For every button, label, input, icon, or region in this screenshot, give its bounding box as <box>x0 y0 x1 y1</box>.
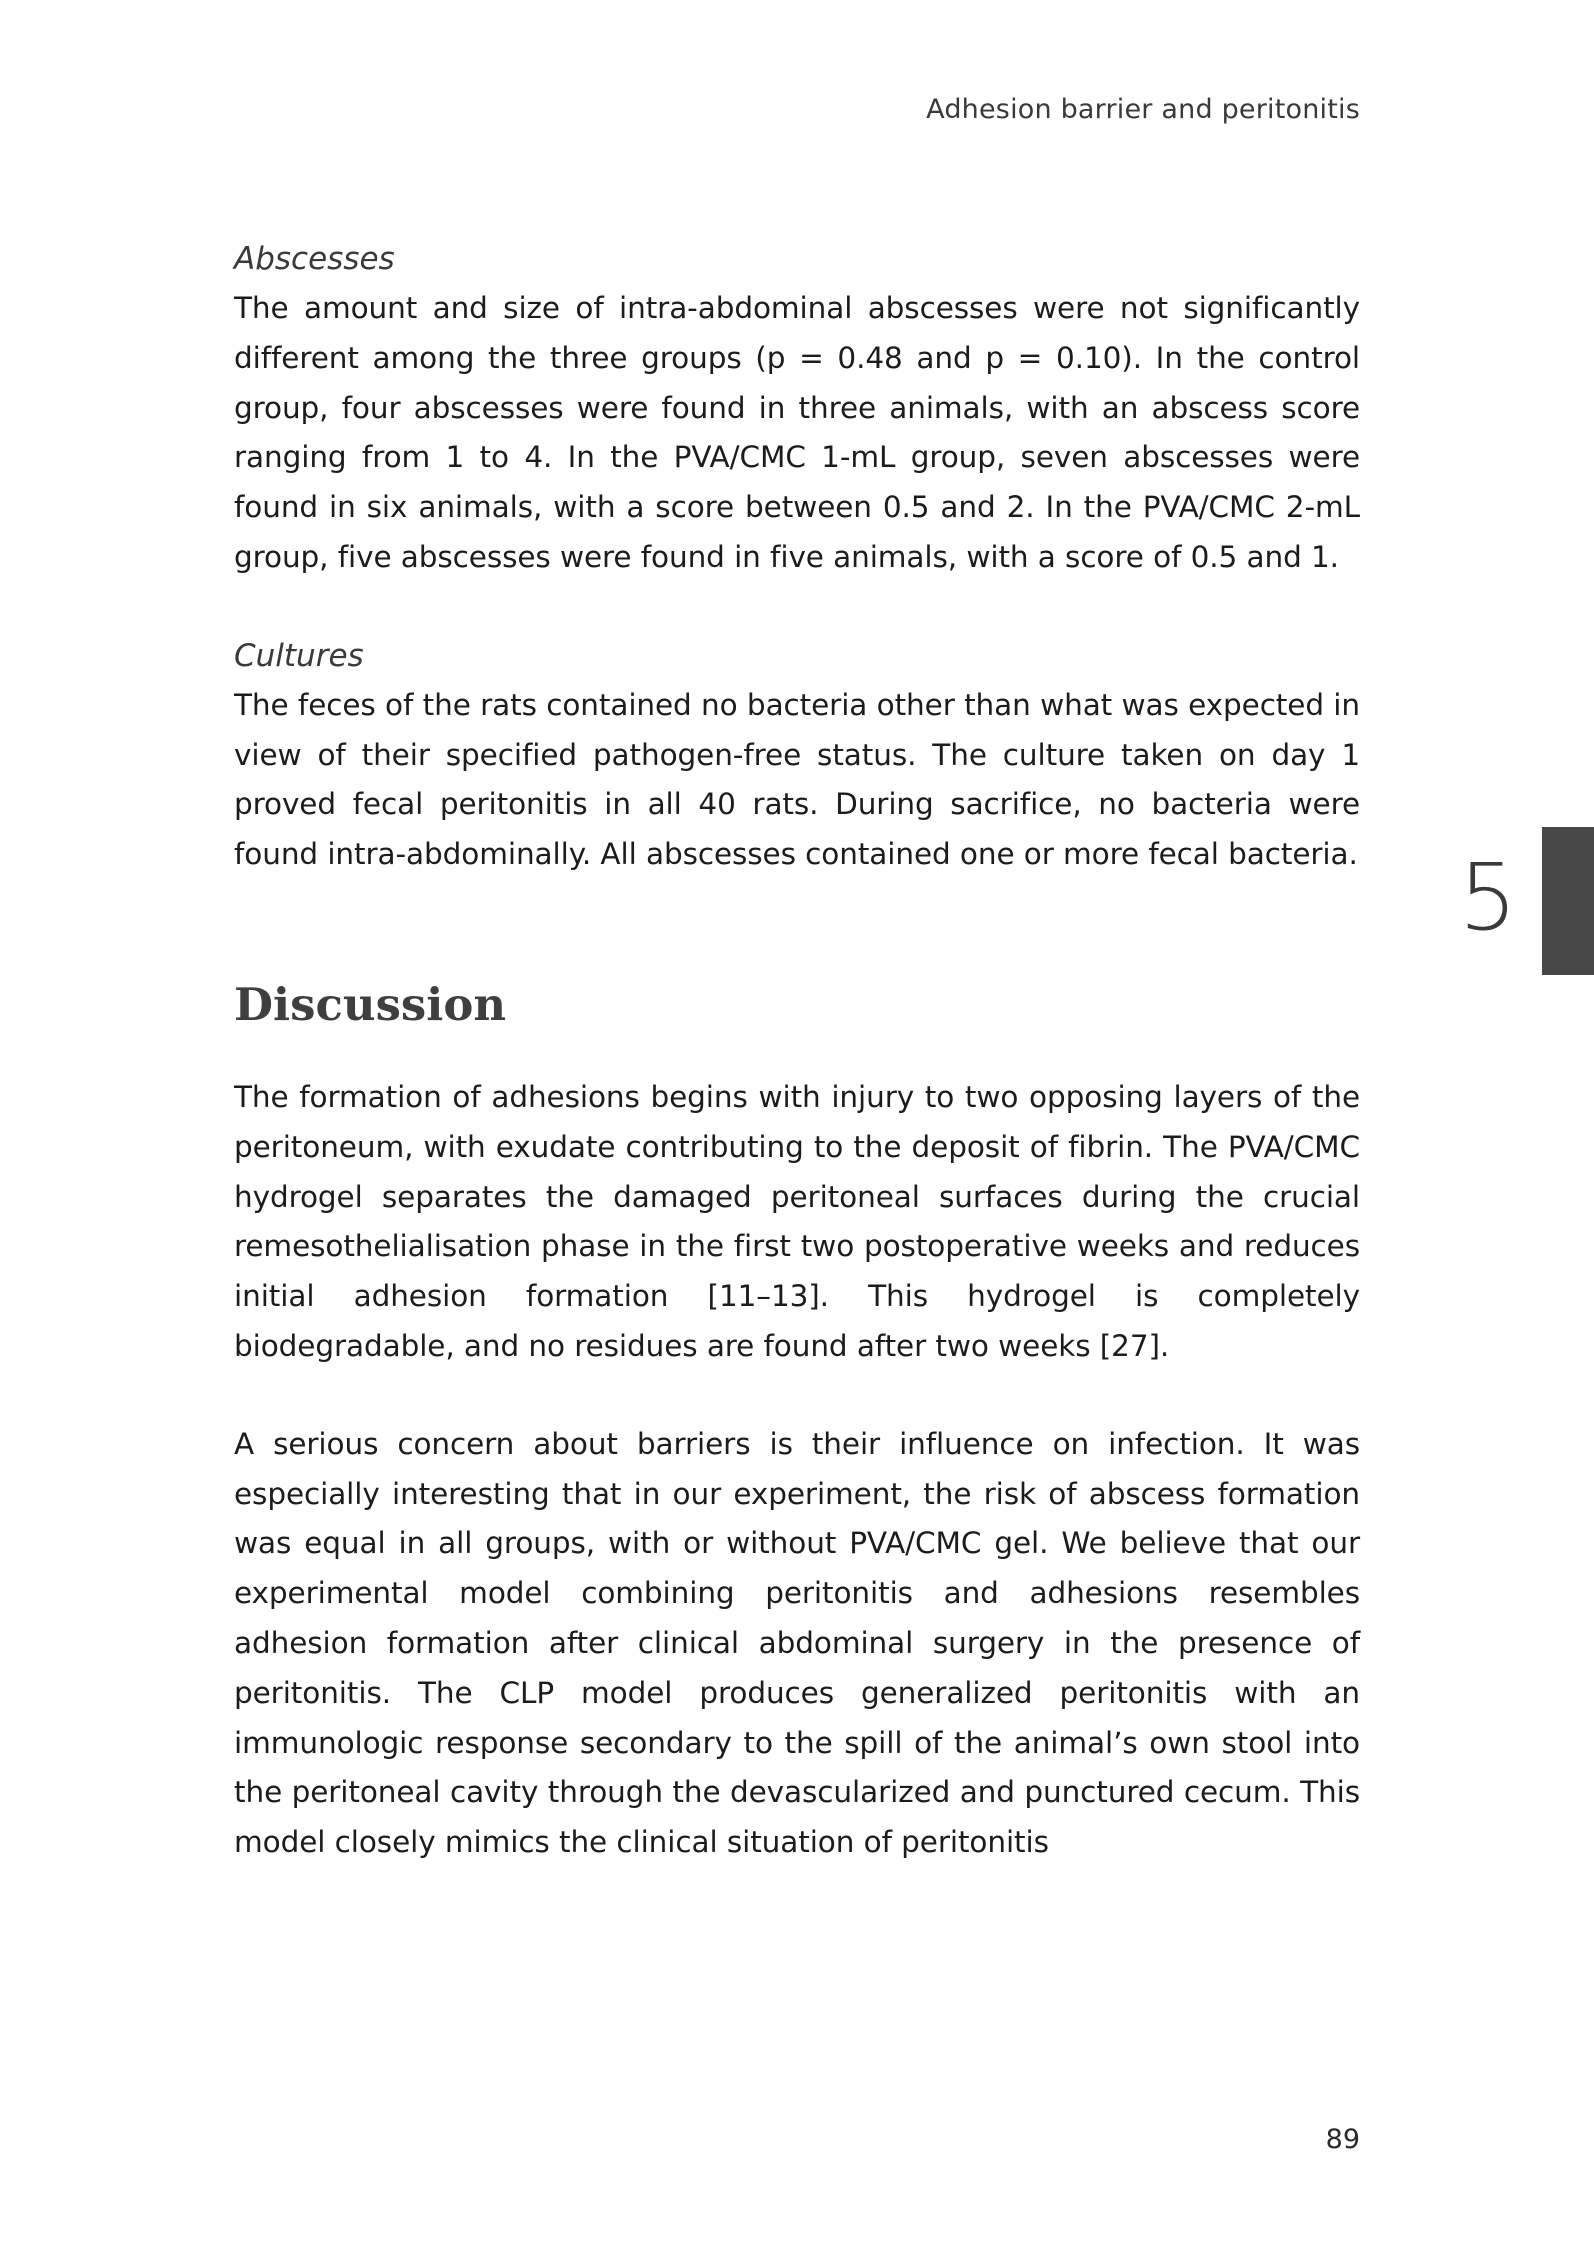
cultures-paragraph: The feces of the rats contained no bacteria other than what was expected in view of their specified pathogen-free status. The culture taken on day 1 proved fecal peritonitis in all 40 rats. During sacrifice, no bacteria were found intra-abdominally. All abscesses contained one or more fecal bacteria. <box>234 687 1360 872</box>
abscesses-paragraph: The amount and size of intra-abdominal abscesses were not significantly different among the three groups (p = 0.48 and p = 0.10). In the control group, four abscesses were found in three animals, with an abscess score ranging from 1 to 4. In the PVA/CMC 1-mL group, seven abscesses were found in six animals, with a score between 0.5 and 2. In the PVA/CMC 2-mL group, five abscesses were found in five animals, with a score of 0.5 and 1. <box>234 291 1360 574</box>
spacer <box>234 583 1360 631</box>
page-number: 89 <box>1325 2124 1360 2155</box>
discussion-title: Discussion <box>234 977 507 1031</box>
running-header: Adhesion barrier and peritonitis <box>926 94 1360 125</box>
abscesses-heading: Abscesses <box>234 241 395 277</box>
spacer <box>234 880 1360 975</box>
discussion-paragraph-1: The formation of adhesions begins with injury to two opposing layers of the peritoneum, with exudate contributing to the deposit of fibrin. The PVA/CMC hydrogel separates the damaged peritoneal surfaces during the crucial remesothelialisation phase in the first two postoperative weeks and reduces initial adhesion formation [11–13]. This hydrogel is completely biodegradable, and no residues are found after two weeks [27]. <box>234 1079 1360 1363</box>
spacer <box>234 1372 1360 1420</box>
page-body <box>234 234 1360 1868</box>
spacer <box>234 1035 1360 1073</box>
chapter-tab <box>1542 827 1594 975</box>
discussion-paragraph-2: A serious concern about barriers is their influence on infection. It was especially interesting that in our experiment, the risk of abscess formation was equal in all groups, with or without PVA/CMC gel. We believe that our experimental model combining peritonitis and adhesions resembles adhesion formation after clinical abdominal surgery in the presence of peritonitis. The CLP model produces generalized peritonitis with an immunologic response secondary to the spill of the animal’s own stool into the peritoneal cavity through the devascularized and punctured cecum. This model closely mimics the clinical situation of peritonitis <box>234 1426 1360 1860</box>
cultures-heading: Cultures <box>234 637 364 674</box>
chapter-number: 5 <box>1458 844 1518 951</box>
